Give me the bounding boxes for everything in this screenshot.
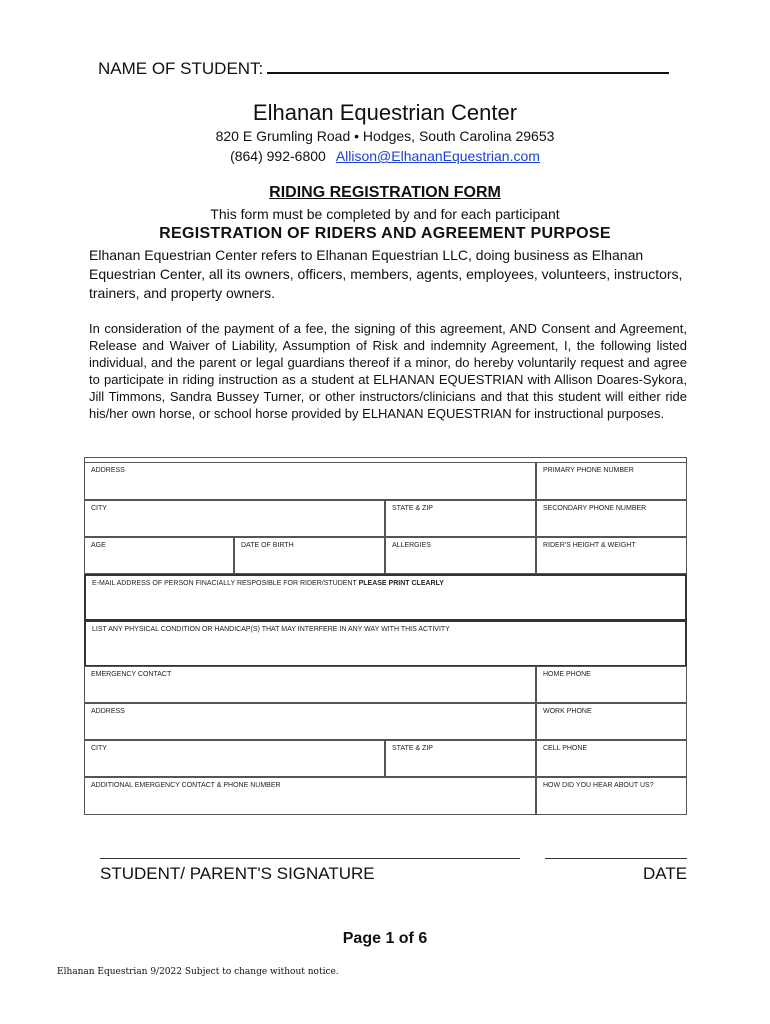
student-name-line[interactable] xyxy=(267,58,669,74)
footer-note: Elhanan Equestrian 9/2022 Subject to change without notice. xyxy=(57,967,339,977)
email-field[interactable] xyxy=(84,574,687,621)
conditions-label: LIST ANY PHYSICAL CONDITION OR HANDICAP(S) THAT MAY INTERFERE IN ANY WAY WITH THIS ACTIVITY xyxy=(92,626,450,633)
date-line[interactable] xyxy=(545,848,687,859)
emergency-contact-field[interactable] xyxy=(84,666,536,703)
primary-phone-label: PRIMARY PHONE NUMBER xyxy=(543,467,634,474)
purpose-heading: REGISTRATION OF RIDERS AND AGREEMENT PURPOSE xyxy=(159,225,611,242)
ec-address-label: ADDRESS xyxy=(91,708,125,715)
ec-city-field[interactable] xyxy=(84,740,385,777)
height-weight-field[interactable] xyxy=(536,537,687,574)
age-label: AGE xyxy=(91,542,106,549)
consideration-paragraph: In consideration of the payment of a fee, the signing of this agreement, AND Consent and Agreement, Release and Waiver of Liability, Assumption of Risk and indemnity Agreement, I, the following listed individual, and the parent or legal guardians thereof if a minor, do hereby voluntarily request and agree to participate in riding instruction as a student at ELHANAN EQUESTRIAN with Allison Doares-Sykora, Jill Timmons, Sandra Bussey Turner, or other instructors/clinicians and that this student will either ride his/her own horse, or school horse provided by ELHANAN EQUESTRIAN for instructional purposes. xyxy=(89,321,687,421)
additional-contact-field[interactable] xyxy=(84,777,536,815)
age-field[interactable] xyxy=(84,537,234,574)
work-phone-field[interactable] xyxy=(536,703,687,740)
ec-state-zip-field[interactable] xyxy=(385,740,536,777)
org-address: 820 E Grumling Road • Hodges, South Carolina 29653 xyxy=(215,128,555,144)
additional-contact-label: ADDITIONAL EMERGENCY CONTACT & PHONE NUMBER xyxy=(91,782,281,789)
heard-about-field[interactable] xyxy=(536,777,687,815)
allergies-field[interactable] xyxy=(385,537,536,574)
student-name-label: NAME OF STUDENT: xyxy=(98,59,264,78)
ec-address-field[interactable] xyxy=(84,703,536,740)
org-phone: (864) 992-6800 xyxy=(230,148,326,164)
primary-phone-field[interactable] xyxy=(536,462,687,500)
cell-phone-field[interactable] xyxy=(536,740,687,777)
form-note: This form must be completed by and for each participant xyxy=(210,206,560,222)
form-title: RIDING REGISTRATION FORM xyxy=(269,184,501,201)
state-zip-label: STATE & ZIP xyxy=(392,505,433,512)
student-name-field[interactable] xyxy=(98,58,669,79)
city-label: CITY xyxy=(91,505,107,512)
dob-label: DATE OF BIRTH xyxy=(241,542,294,549)
emergency-contact-label: EMERGENCY CONTACT xyxy=(91,671,172,678)
state-zip-field[interactable] xyxy=(385,500,536,537)
work-phone-label: WORK PHONE xyxy=(543,708,592,715)
dob-field[interactable] xyxy=(234,537,385,574)
email-label-text: E-MAIL ADDRESS OF PERSON FINACIALLY RESPOSIBLE FOR RIDER/STUDENT xyxy=(92,580,357,587)
city-field[interactable] xyxy=(84,500,385,537)
signature-line[interactable] xyxy=(100,848,520,859)
definition-paragraph: Elhanan Equestrian Center refers to Elhanan Equestrian LLC, doing business as Elhanan Equestrian Center, all its owners, officers, members, agents, employees, volunteers, instructors, trainers, and property owners. xyxy=(89,247,683,301)
org-name: Elhanan Equestrian Center xyxy=(252,100,518,125)
org-contact xyxy=(0,148,770,164)
date-label: DATE xyxy=(643,864,688,883)
ec-city-label: CITY xyxy=(91,745,107,752)
ec-state-zip-label: STATE & ZIP xyxy=(392,745,433,752)
cell-phone-label: CELL PHONE xyxy=(543,745,588,752)
heard-about-label: HOW DID YOU HEAR ABOUT US? xyxy=(543,782,654,789)
conditions-field[interactable] xyxy=(84,620,687,667)
email-label xyxy=(92,580,444,587)
address-field[interactable] xyxy=(84,462,536,500)
page-number: Page 1 of 6 xyxy=(342,930,428,947)
print-clearly-note: PLEASE PRINT CLEARLY xyxy=(358,580,444,587)
secondary-phone-field[interactable] xyxy=(536,500,687,537)
allergies-label: ALLERGIES xyxy=(392,542,431,549)
height-weight-label: RIDER'S HEIGHT & WEIGHT xyxy=(543,542,636,549)
secondary-phone-label: SECONDARY PHONE NUMBER xyxy=(543,505,647,512)
home-phone-field[interactable] xyxy=(536,666,687,703)
home-phone-label: HOME PHONE xyxy=(543,671,591,678)
address-label: ADDRESS xyxy=(91,467,125,474)
signature-label: STUDENT/ PARENT'S SIGNATURE xyxy=(100,864,375,883)
registration-grid xyxy=(84,457,687,815)
org-email-link[interactable]: Allison@ElhananEquestrian.com xyxy=(335,148,540,164)
